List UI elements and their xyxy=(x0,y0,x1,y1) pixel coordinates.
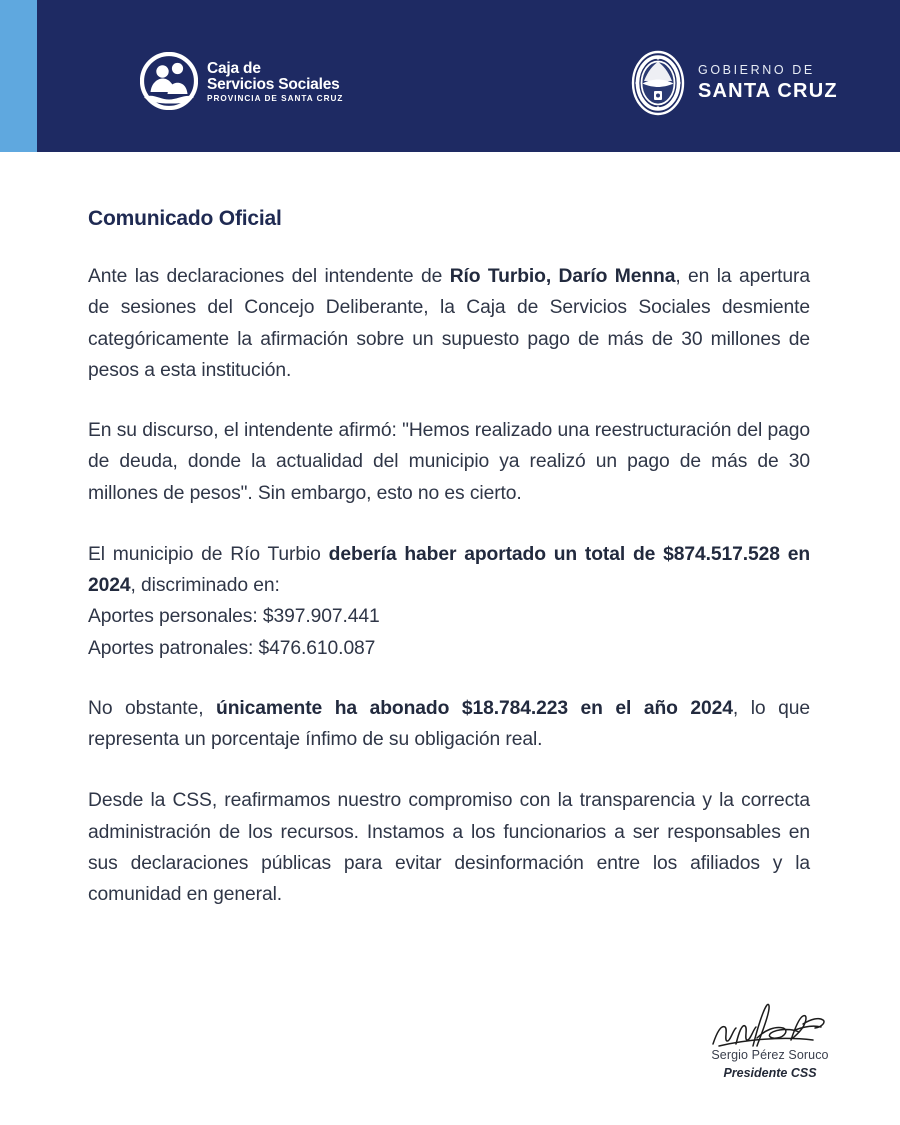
paragraph-1 xyxy=(88,261,810,386)
signature-role: Presidente CSS xyxy=(723,1066,817,1080)
government-logo-line-2: SANTA CRUZ xyxy=(698,79,838,102)
paragraph-1-bold: Río Turbio, Darío Menna xyxy=(449,266,676,287)
signature-name: Sergio Pérez Soruco xyxy=(711,1048,829,1062)
paragraph-3-text-after: , discriminado en: xyxy=(130,575,280,596)
page-title: Comunicado Oficial xyxy=(88,207,282,230)
document-header xyxy=(0,0,900,152)
paragraph-5: Desde la CSS, reafirmamos nuestro compromiso con la transparencia y la correcta administración de los recursos. Instamos a los funcionarios a ser responsables en sus declaraciones públicas para evitar desinformación entre los afiliados y la comunidad en general. xyxy=(88,790,810,905)
css-logo-line-2: Servicios Sociales xyxy=(207,75,340,93)
handwritten-signature-icon xyxy=(695,1000,845,1052)
header-accent-stripe xyxy=(0,0,37,152)
paragraph-3-bold: debería haber aportado un total de $874.517.528 en 2024 xyxy=(88,543,811,596)
breakdown-line-personal: Aportes personales: $397.907.441 xyxy=(88,606,380,628)
government-logo-text xyxy=(698,64,838,102)
caja-servicios-sociales-emblem-icon xyxy=(140,52,198,110)
signature-block xyxy=(690,1000,850,1080)
paragraph-2: En su discurso, el intendente afirmó: "Hemos realizado una reestructuración del pago de deuda, donde la actualidad del municipio ya realizó un pago de más de 30 millones de pesos". Sin embargo, esto no es cierto. xyxy=(88,420,810,504)
paragraph-4 xyxy=(88,693,810,756)
css-logo-line-3: PROVINCIA DE SANTA CRUZ xyxy=(207,93,344,103)
paragraph-1-text-after: , en la apertura de sesiones del Concejo Deliberante, la Caja de Servicios Sociales desmiente categóricamente la afirmación sobre un supuesto pago de más de 30 millones de pesos a esta institución. xyxy=(88,266,810,381)
document-body xyxy=(0,207,900,910)
paragraph-4-text-after: , lo que representa un porcentaje ínfimo de su obligación real. xyxy=(88,697,811,750)
paragraph-4-text-before: No obstante, xyxy=(88,697,217,719)
css-logo-line-1: Caja de xyxy=(207,59,261,77)
css-logo-text xyxy=(207,59,343,104)
paragraph-4-bold: únicamente ha abonado $18.784.223 en el año 2024 xyxy=(216,697,733,719)
government-logo xyxy=(630,50,838,116)
css-logo xyxy=(140,52,343,110)
paragraph-3-text-before: El municipio de Río Turbio xyxy=(88,543,329,565)
breakdown-line-employer: Aportes patronales: $476.610.087 xyxy=(88,637,376,659)
paragraph-3 xyxy=(88,539,810,602)
paragraph-1-text-before: Ante las declaraciones del intendente de xyxy=(88,266,450,287)
santa-cruz-coat-of-arms-icon xyxy=(630,50,686,116)
government-logo-line-1: GOBIERNO DE xyxy=(698,63,815,78)
